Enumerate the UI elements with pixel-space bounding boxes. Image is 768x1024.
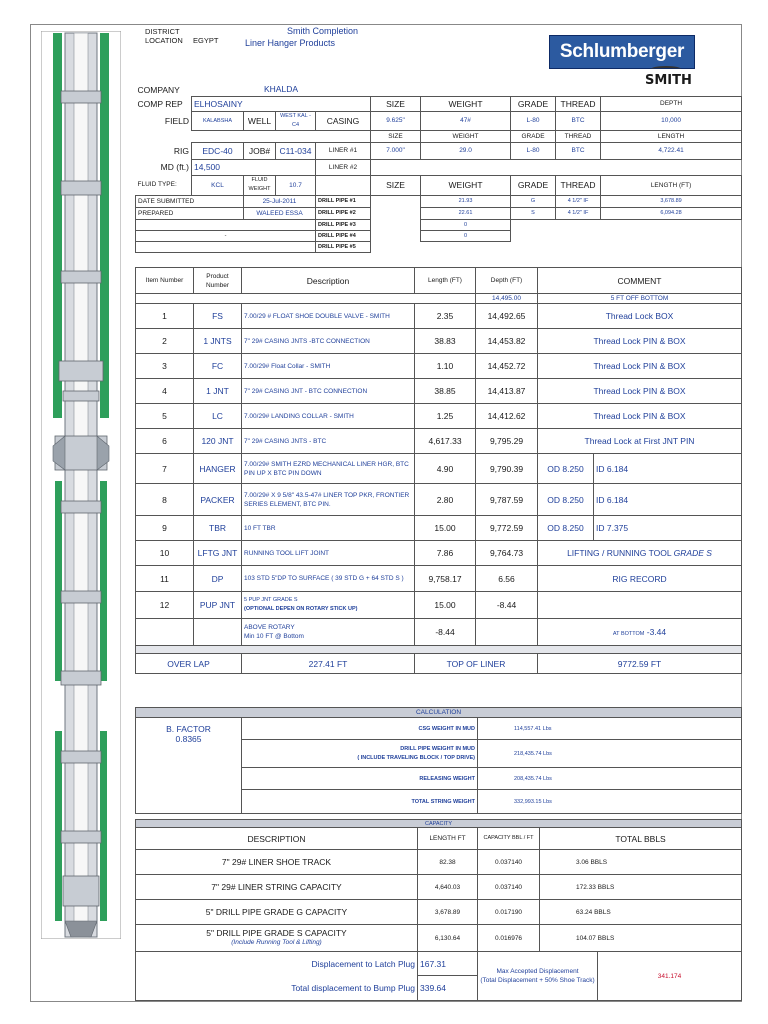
calc-value: 332,993.15 Lbs xyxy=(478,790,742,814)
job-label: JOB# xyxy=(244,142,276,159)
length-header: LENGTH xyxy=(601,130,742,142)
size-header: SIZE xyxy=(371,96,421,111)
title-line-1: Smith Completion xyxy=(287,26,359,36)
calculation-table: CALCULATION B. FACTOR 0.8365 CSG WEIGHT IN MUD 114,557.41 Lbs DRILL PIPE WEIGHT IN MUD ( INCLUDE TRAVELING BLOCK / TOP DRIVE) 218,435.74 Lbs RELEASING WEIGHT 208,435.74 Lbs TOTAL STRING WEIGHT 332,993.15 Lbs xyxy=(135,707,742,814)
casing-size: 9.625" xyxy=(371,111,421,130)
start-comment: 5 FT OFF BOTTOM xyxy=(538,294,742,304)
drill-pipe-4-weight: 0 xyxy=(421,230,511,241)
table-row: 5 LC 7.00/29# LANDING COLLAR - SMITH 1.25 14,412.62 Thread Lock PIN & BOX xyxy=(136,404,742,429)
drill-pipe-1-grade: G xyxy=(511,195,556,207)
latch-value: 167.31 xyxy=(418,952,478,976)
liner2-label: LINER #2 xyxy=(316,159,371,175)
casing-grade: L-80 xyxy=(511,111,556,130)
table-row: 10 LFTG JNT RUNNING TOOL LIFT JOINT 7.86 9,764.73 LIFTING / RUNNING TOOL GRADE S xyxy=(136,541,742,566)
capacity-table xyxy=(135,819,742,1001)
fluid-weight-value: 10.7 xyxy=(276,175,316,195)
rig-value: EDC-40 xyxy=(192,142,244,159)
drill-pipe-2-grade: S xyxy=(511,207,556,219)
bump-value: 339.64 xyxy=(418,976,478,1001)
info-table xyxy=(135,83,742,253)
length-header: Length (FT) xyxy=(415,268,476,294)
size-header-2: SIZE xyxy=(371,130,421,142)
top-of-liner-label: TOP OF LINER xyxy=(415,654,538,674)
depth-header: DEPTH xyxy=(601,96,742,111)
schlumberger-logo: Schlumberger xyxy=(549,35,695,69)
smith-logo: SMITH xyxy=(645,71,689,91)
casing-depth: 10,000 xyxy=(601,111,742,130)
calc-label: RELEASING WEIGHT xyxy=(242,768,478,790)
bfactor-label: B. FACTOR xyxy=(166,724,211,734)
company-label: COMPANY xyxy=(137,84,180,95)
depth-header: Depth (FT) xyxy=(476,268,538,294)
date-value: 25-Jul-2011 xyxy=(244,195,316,207)
item-number-header: Item Number xyxy=(136,268,194,294)
max-displacement-note: (Total Displacement + 50% Shoe Track) xyxy=(480,977,595,984)
drill-pipe-2-label: DRILL PIPE #2 xyxy=(316,207,371,219)
drill-pipe-4-label: DRILL PIPE #4 xyxy=(316,230,371,241)
comp-rep-value: ELHOSAINY xyxy=(192,96,371,111)
thread-header-2: THREAD xyxy=(556,130,601,142)
table-row: 5" DRILL PIPE GRADE S CAPACITY (Include Running Tool & Lifting) 6,130.64 0.016976 104.07 BBLS xyxy=(136,925,742,952)
prepared-label: PREPARED xyxy=(136,207,244,219)
table-row: 3 FC 7.00/29# Float Collar - SMITH 1.10 14,452.72 Thread Lock PIN & BOX xyxy=(136,354,742,379)
drill-pipe-1-weight: 21.93 xyxy=(421,195,511,207)
table-row: 9 TBR 10 FT TBR 15.00 9,772.59 OD 8.250 ID 7.375 xyxy=(136,516,742,541)
cap-desc-header: DESCRIPTION xyxy=(136,828,418,850)
prepared-value: WALEED ESSA xyxy=(244,207,316,219)
well-value: WEST KAL -C4 xyxy=(276,111,316,130)
latch-label: Displacement to Latch Plug xyxy=(136,952,418,976)
string-items-table xyxy=(135,267,742,674)
table-row: 2 1 JNTS 7" 29# CASING JNTS -BTC CONNECTION 38.83 14,453.82 Thread Lock PIN & BOX xyxy=(136,329,742,354)
table-row: 8 PACKER 7.00/29# X 9 5/8" 43.5-47# LINER TOP PKR, FRONTIER SERIES ELEMENT, BTC PIN. 2.80 9,787.59 OD 8.250 ID 6.184 xyxy=(136,484,742,516)
weight-header-2: WEIGHT xyxy=(421,130,511,142)
casing-thread: BTC xyxy=(556,111,601,130)
comment-header: COMMENT xyxy=(538,268,742,294)
job-value: C11-034 xyxy=(276,142,316,159)
calc-value: 218,435.74 Lbs xyxy=(478,740,742,768)
date-label: DATE SUBMITTED xyxy=(136,195,244,207)
dash-cell: - xyxy=(136,230,316,241)
field-label: FIELD xyxy=(164,115,189,126)
length-ft-header: LENGTH (FT) xyxy=(601,175,742,195)
size-header-3: SIZE xyxy=(371,175,421,195)
fluid-type-label: FLUID TYPE: xyxy=(137,181,177,189)
cap-length-header: LENGTH FT xyxy=(418,828,478,850)
table-row: 7" 29# LINER SHOE TRACK 82.38 0.037140 3.06 BBLS xyxy=(136,850,742,875)
liner1-weight: 29.0 xyxy=(421,142,511,159)
cap-total-header: TOTAL BBLS xyxy=(540,828,742,850)
max-displacement-value: 341.174 xyxy=(598,952,742,1001)
description-header: Description xyxy=(242,268,415,294)
document-page xyxy=(30,24,742,1002)
liner1-grade: L-80 xyxy=(511,142,556,159)
liner1-length: 4,722.41 xyxy=(601,142,742,159)
start-depth: 14,495.00 xyxy=(476,294,538,304)
bump-label: Total displacement to Bump Plug xyxy=(136,976,418,1001)
cap-capacity-header: CAPACITY BBL / FT xyxy=(478,828,540,850)
calc-label: CSG WEIGHT IN MUD xyxy=(242,718,478,740)
liner-data-sheet xyxy=(135,25,741,993)
overlap-label: OVER LAP xyxy=(136,654,242,674)
casing-weight: 47# xyxy=(421,111,511,130)
drill-pipe-2-length: 6,094.28 xyxy=(601,207,742,219)
table-row: 5" DRILL PIPE GRADE G CAPACITY 3,678.89 0.017190 63.24 BBLS xyxy=(136,900,742,925)
location-label: LOCATION xyxy=(145,36,183,45)
well-label: WELL xyxy=(244,111,276,130)
district-label: DISTRICT xyxy=(145,27,180,36)
overlap-value: 227.41 FT xyxy=(242,654,415,674)
liner1-thread: BTC xyxy=(556,142,601,159)
thread-header-3: THREAD xyxy=(556,175,601,195)
drill-pipe-1-length: 3,678.89 xyxy=(601,195,742,207)
drill-pipe-5-label: DRILL PIPE #5 xyxy=(316,241,371,252)
table-row: 7 HANGER 7.00/29# SMITH EZRD MECHANICAL LINER HGR, BTC PIN UP X BTC PIN DOWN 4.90 9,790.39 OD 8.250 ID 6.184 xyxy=(136,454,742,484)
capacity-title: CAPACITY xyxy=(136,820,742,828)
weight-header-3: WEIGHT xyxy=(421,175,511,195)
comp-rep-label: COMP REP xyxy=(137,98,183,109)
drill-pipe-3-label: DRILL PIPE #3 xyxy=(316,219,371,230)
company-value: KHALDA xyxy=(192,83,371,96)
drill-pipe-1-label: DRILL PIPE #1 xyxy=(316,195,371,207)
liner1-label: LINER #1 xyxy=(316,142,371,159)
thread-header: THREAD xyxy=(556,96,601,111)
table-row: ABOVE ROTARY Min 10 FT @ Bottom -8.44 AT BOTTOM -3.44 xyxy=(136,619,742,646)
table-row: 1 FS 7.00/29 # FLOAT SHOE DOUBLE VALVE - SMITH 2.35 14,492.65 Thread Lock BOX xyxy=(136,304,742,329)
weight-header: WEIGHT xyxy=(421,96,511,111)
product-number-header: Product Number xyxy=(194,268,242,294)
calc-label: TOTAL STRING WEIGHT xyxy=(242,790,478,814)
drill-pipe-2-weight: 22.61 xyxy=(421,207,511,219)
md-label: MD (ft.) xyxy=(160,162,189,172)
location-value: EGYPT xyxy=(193,36,219,45)
drill-pipe-1-thread: 4 1/2" IF xyxy=(556,195,601,207)
grade-header-3: GRADE xyxy=(511,175,556,195)
table-row: 12 PUP JNT 5 PUP JNT GRADE S (OPTIONAL DEPEN ON ROTARY STICK UP) 15.00 -8.44 xyxy=(136,592,742,619)
table-row: 6 120 JNT 7" 29# CASING JNTS - BTC 4,617.33 9,795.29 Thread Lock at First JNT PIN xyxy=(136,429,742,454)
field-value: KALABSHA xyxy=(192,111,244,130)
bfactor-value: 0.8365 xyxy=(175,734,202,744)
top-of-liner-value: 9772.59 FT xyxy=(538,654,742,674)
max-displacement-label: Max Accepted Displacement xyxy=(496,968,579,975)
calc-value: 208,435.74 Lbs xyxy=(478,768,742,790)
liner-string-diagram xyxy=(41,31,121,939)
calc-value: 114,557.41 Lbs xyxy=(478,718,742,740)
fluid-weight-label: FLUID WEIGHT xyxy=(244,175,276,195)
table-row: 4 1 JNT 7" 29# CASING JNT - BTC CONNECTION 38.85 14,413.87 Thread Lock PIN & BOX xyxy=(136,379,742,404)
fluid-type-value: KCL xyxy=(192,175,244,195)
table-row: 11 DP 103 STD 5"DP TO SURFACE ( 39 STD G + 64 STD S ) 9,758.17 6.56 RIG RECORD xyxy=(136,566,742,592)
md-value: 14,500 xyxy=(192,159,316,175)
drill-pipe-3-weight: 0 xyxy=(421,219,511,230)
calculation-title: CALCULATION xyxy=(136,708,742,718)
title-line-2: Liner Hanger Products xyxy=(245,38,336,48)
drill-pipe-2-thread: 4 1/2" IF xyxy=(556,207,601,219)
grade-header: GRADE xyxy=(511,96,556,111)
grade-header-2: GRADE xyxy=(511,130,556,142)
casing-label: CASING xyxy=(316,111,371,130)
liner1-size: 7.000" xyxy=(371,142,421,159)
table-row: 7" 29# LINER STRING CAPACITY 4,640.03 0.037140 172.33 BBLS xyxy=(136,875,742,900)
rig-label: RIG xyxy=(173,145,189,156)
